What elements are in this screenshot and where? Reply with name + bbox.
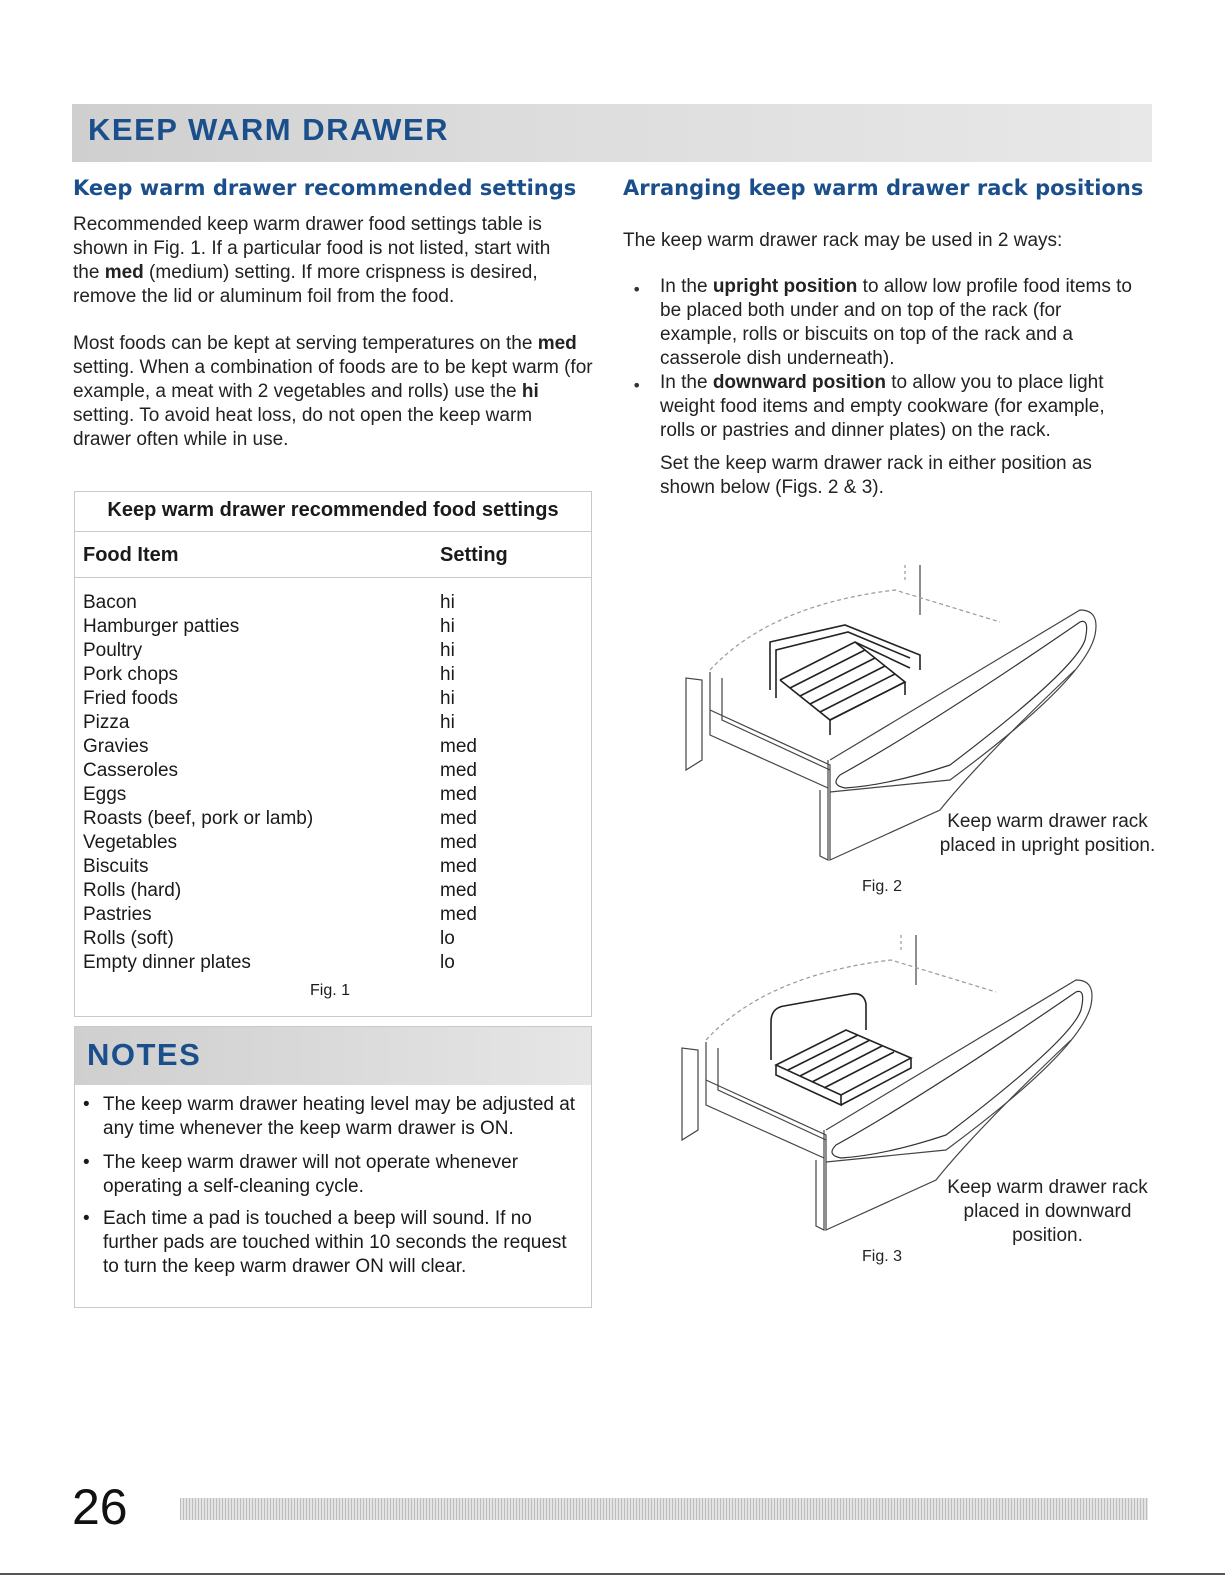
section-title: KEEP WARM DRAWER [88,112,450,147]
food-item-cell: Fried foods [83,688,179,709]
table-row [75,856,591,880]
page-bottom-rule [0,1573,1225,1575]
setting-cell: hi [440,640,455,661]
setting-cell: hi [440,712,455,733]
footer-bar [180,1498,1148,1520]
note-item: • The keep warm drawer heating level may be adjusted at any time whenever the keep warm drawer is ON. [83,1094,576,1139]
food-item-cell: Vegetables [83,832,178,853]
fig-2-caption: Keep warm drawer rack placed in upright position. [939,811,1156,856]
fig-3-label: Fig. 3 [862,1248,903,1265]
setting-cell: lo [440,928,455,949]
table-row [75,592,591,616]
table-body [75,592,591,976]
food-item-cell: Pork chops [83,664,179,685]
food-item-cell: Pizza [83,712,130,733]
note-item: • Each time a pad is touched a beep will sound. If no further pads are touched within 10 seconds the request to turn the keep warm drawer ON will clear. [83,1208,567,1277]
setting-cell: med [440,856,477,877]
bullet-downward: In the downward position to allow you to place light weight food items and empty cookware (for example, rolls or pastries and dinner plates) on the rack. [660,372,1105,441]
setting-cell: med [440,784,477,805]
table-header-row [75,532,591,578]
fig-3-caption: Keep warm drawer rack placed in downward position. [947,1177,1148,1246]
right-outro: Set the keep warm drawer rack in either position as shown below (Figs. 2 & 3). [660,453,1092,498]
table-row [75,712,591,736]
setting-cell: med [440,904,477,925]
setting-cell: med [440,736,477,757]
setting-cell: hi [440,616,455,637]
food-item-cell: Hamburger patties [83,616,240,637]
left-paragraph-2: Most foods can be kept at serving temperatures on the med setting. When a combination of foods are to be kept warm (for example, a meat with 2 vegetables and rolls) use the hi setting. To avoid heat loss, do not open the keep warm drawer often while in use. [73,333,593,450]
food-item-cell: Rolls (soft) [83,928,174,949]
table-row [75,832,591,856]
setting-cell: med [440,832,477,853]
setting-cell: hi [440,664,455,685]
table-row [75,880,591,904]
bullet-icon: • [83,1152,90,1173]
setting-cell: med [440,808,477,829]
table-row [75,760,591,784]
table-row [75,736,591,760]
food-item-cell: Bacon [83,592,137,613]
page-number: 26 [72,1479,128,1535]
table-row [75,784,591,808]
table-row [75,640,591,664]
food-item-cell: Empty dinner plates [83,952,251,973]
table-row [75,928,591,952]
bullet-icon: • [83,1094,90,1115]
left-paragraph-1: Recommended keep warm drawer food settings table is shown in Fig. 1. If a particular food is not listed, start with the med (medium) setting. If more crispness is desired, remove the lid or aluminum foil from the food. [73,214,551,307]
food-settings-table [74,491,592,1017]
setting-cell: lo [440,952,455,973]
table-row [75,904,591,928]
setting-cell: med [440,880,477,901]
setting-cell: hi [440,688,455,709]
food-item-cell: Poultry [83,640,143,661]
food-item-cell: Gravies [83,736,149,757]
table-row [75,808,591,832]
table-row [75,664,591,688]
table-row [75,952,591,976]
food-item-cell: Biscuits [83,856,149,877]
table-row [75,688,591,712]
setting-cell: hi [440,592,455,613]
right-intro: The keep warm drawer rack may be used in 2 ways: [623,230,1063,251]
food-item-cell: Rolls (hard) [83,880,182,901]
left-heading: Keep warm drawer recommended settings [73,176,577,200]
notes-header [75,1027,591,1085]
food-item-cell: Eggs [83,784,127,805]
table-row [75,616,591,640]
food-item-cell: Pastries [83,904,152,925]
column-header-food: Food Item [83,544,179,566]
bullet-upright: In the upright position to allow low profile food items to be placed both under and on top of the rack (for example, rolls or biscuits on top of the rack and a casserole dish underneath). [660,276,1132,369]
fig-1-label: Fig. 1 [310,982,351,999]
food-item-cell: Roasts (beef, pork or lamb) [83,808,314,829]
notes-title: NOTES [87,1037,202,1072]
bullet-icon: • [83,1208,90,1229]
notes-box [74,1026,592,1308]
column-header-setting: Setting [440,544,508,566]
section-banner [72,104,1152,162]
bullet-icon: • [632,280,642,299]
bullet-icon: • [632,376,642,395]
setting-cell: med [440,760,477,781]
fig-2-label: Fig. 2 [862,878,903,895]
food-item-cell: Casseroles [83,760,179,781]
note-item: • The keep warm drawer will not operate whenever operating a self-cleaning cycle. [83,1152,519,1197]
right-heading: Arranging keep warm drawer rack positions [623,176,1144,200]
table-title: Keep warm drawer recommended food settings [75,492,591,532]
